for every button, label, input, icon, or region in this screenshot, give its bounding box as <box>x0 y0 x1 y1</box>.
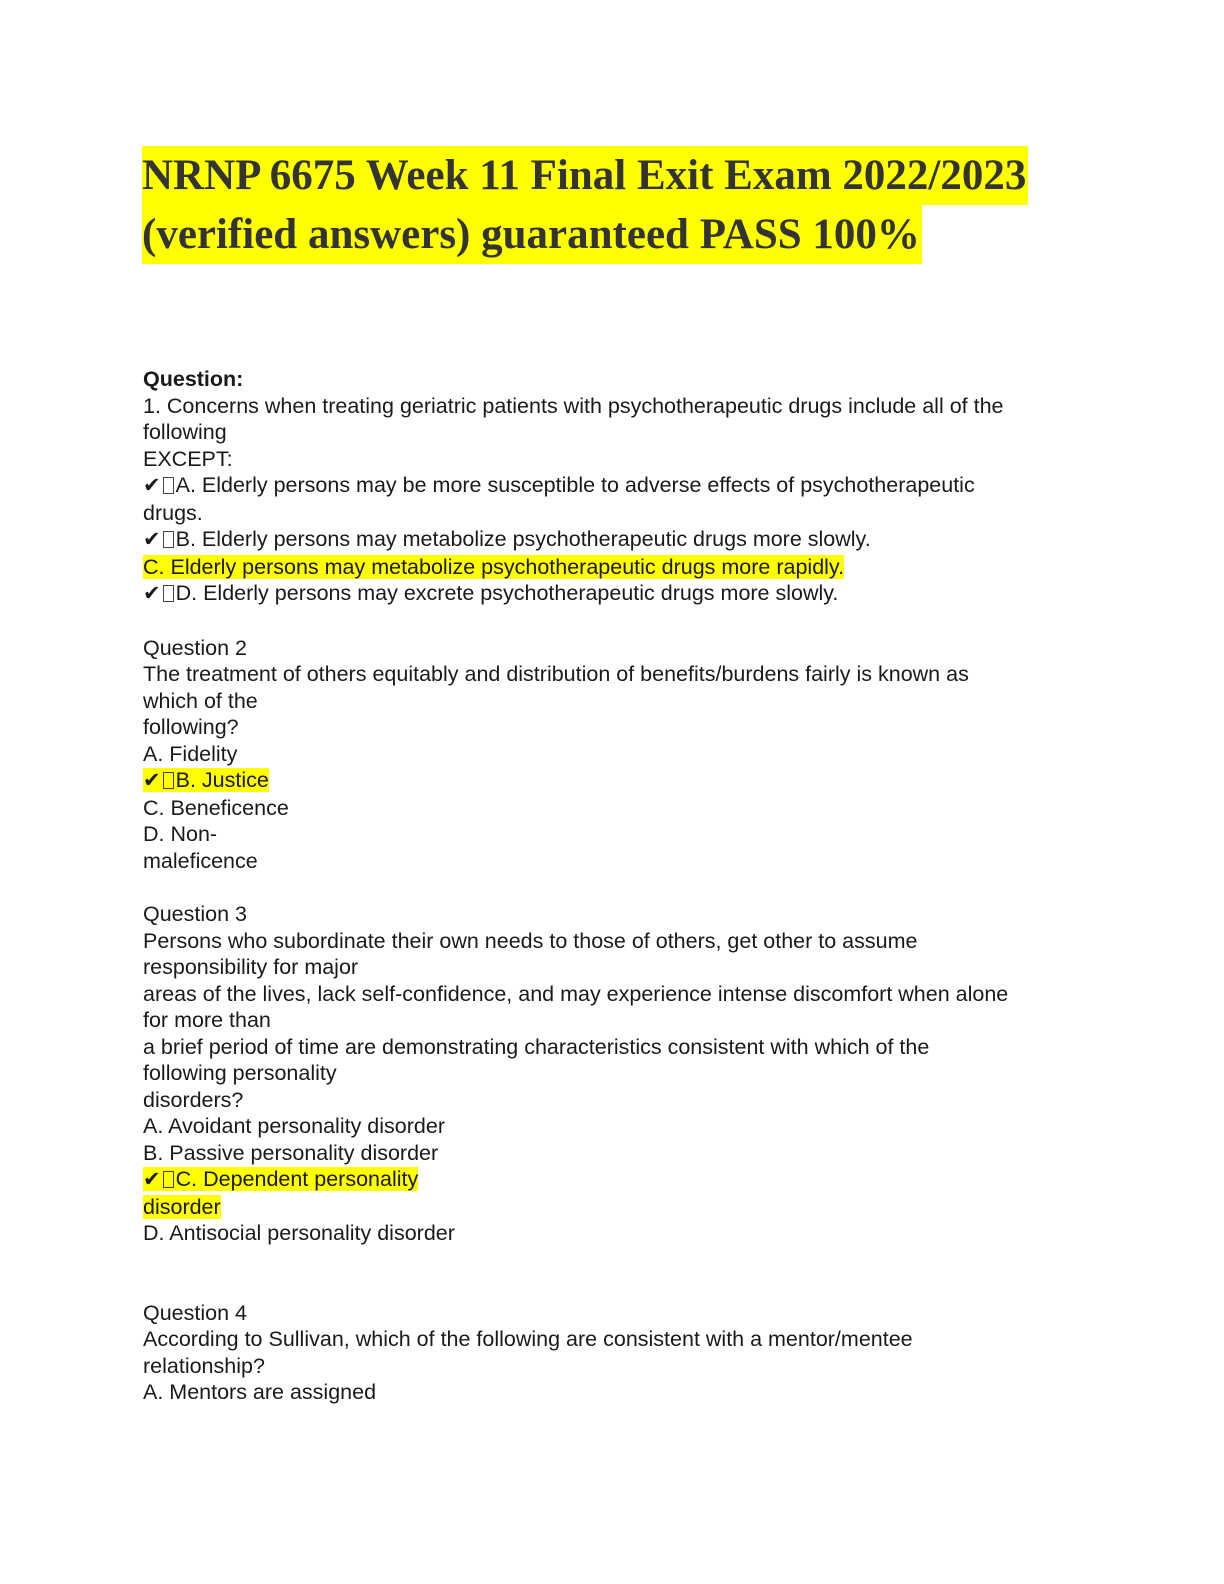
spacer <box>143 874 1073 901</box>
question-stem-line: relationship? <box>143 1353 265 1378</box>
question-stem-line: following? <box>143 715 239 739</box>
answer-option-continuation <box>143 1194 1073 1221</box>
answer-option-text: B. Elderly persons may metabolize psychotherapeutic drugs more slowly. <box>175 527 871 551</box>
question-heading: Question: <box>143 367 244 391</box>
question-stem-line: According to Sullivan, which of the following are consistent with a mentor/mentee <box>143 1327 913 1351</box>
answer-option-text: C. Elderly persons may metabolize psychotherapeutic drugs more rapidly. <box>143 554 845 579</box>
question-stem-line: areas of the lives, lack self-confidence, and may experience intense discomfort when alone <box>143 981 1009 1006</box>
answer-option: A. Fidelity <box>143 741 238 766</box>
answer-option: A. Avoidant personality disorder <box>143 1114 445 1138</box>
spacer <box>143 1247 1073 1300</box>
checkbox-glyph-icon <box>163 1171 174 1188</box>
question-stem-line: Persons who subordinate their own needs to those of others, get other to assume <box>143 928 918 953</box>
answer-option-highlighted <box>143 1166 1073 1194</box>
exam-content <box>143 366 1073 1406</box>
answer-option-highlighted <box>143 554 1073 581</box>
answer-option-text: D. Elderly persons may excrete psychotherapeutic drugs more slowly. <box>175 581 839 605</box>
question-stem-line: The treatment of others equitably and distribution of benefits/burdens fairly is known as <box>143 662 969 686</box>
answer-option <box>143 580 1073 608</box>
question-stem-line: following personality <box>143 1061 337 1085</box>
question-stem-line: 1. Concerns when treating geriatric patients with psychotherapeutic drugs include all of the <box>143 393 1004 418</box>
document-title-line-1: NRNP 6675 Week 11 Final Exit Exam 2022/2023 <box>142 146 1028 205</box>
checkbox-glyph-icon <box>163 772 174 789</box>
question-heading: Question 3 <box>143 902 247 926</box>
answer-option: A. Mentors are assigned <box>143 1380 377 1404</box>
answer-option <box>143 526 1073 554</box>
checkmark-icon: ✔ <box>143 528 161 551</box>
checkmark-icon: ✔ <box>143 769 161 792</box>
checkmark-icon: ✔ <box>143 582 161 605</box>
answer-option-continuation: maleficence <box>143 848 258 873</box>
spacer <box>143 608 1073 635</box>
question-block-3 <box>143 901 1073 1247</box>
document-title <box>142 146 1082 264</box>
question-block-1 <box>143 366 1073 608</box>
answer-option-highlighted <box>143 767 1073 795</box>
answer-option: C. Beneficence <box>143 795 289 820</box>
answer-option-text: C. Dependent personality <box>175 1167 419 1191</box>
answer-option <box>143 472 1073 500</box>
question-stem-line: for more than <box>143 1008 271 1032</box>
question-heading: Question 4 <box>143 1300 247 1325</box>
answer-option: D. Non- <box>143 822 218 846</box>
answer-option-text: A. Elderly persons may be more susceptible to adverse effects of psychotherapeutic <box>175 473 975 497</box>
checkmark-icon: ✔ <box>143 474 161 497</box>
question-stem-line: disorders? <box>143 1087 244 1112</box>
document-title-line-2: (verified answers) guaranteed PASS 100% <box>142 205 922 264</box>
question-stem-line: responsibility for major <box>143 955 359 979</box>
question-stem-line: a brief period of time are demonstrating characteristics consistent with which of the <box>143 1034 930 1059</box>
question-block-2 <box>143 635 1073 875</box>
answer-highlight <box>143 1167 418 1191</box>
checkbox-glyph-icon <box>163 531 174 548</box>
checkbox-glyph-icon <box>163 477 174 494</box>
answer-option: B. Passive personality disorder <box>143 1140 439 1165</box>
checkbox-glyph-icon <box>163 585 174 602</box>
answer-option-text: B. Justice <box>175 768 269 792</box>
question-block-4 <box>143 1300 1073 1406</box>
question-stem-line: following <box>143 420 227 444</box>
question-stem-line: which of the <box>143 688 258 713</box>
question-heading: Question 2 <box>143 635 247 660</box>
answer-highlight <box>143 768 269 792</box>
question-stem-line: EXCEPT: <box>143 446 233 471</box>
checkmark-icon: ✔ <box>143 1168 161 1191</box>
answer-option-continuation: drugs. <box>143 500 203 525</box>
answer-option: D. Antisocial personality disorder <box>143 1221 455 1245</box>
answer-option-text: disorder <box>143 1194 221 1219</box>
